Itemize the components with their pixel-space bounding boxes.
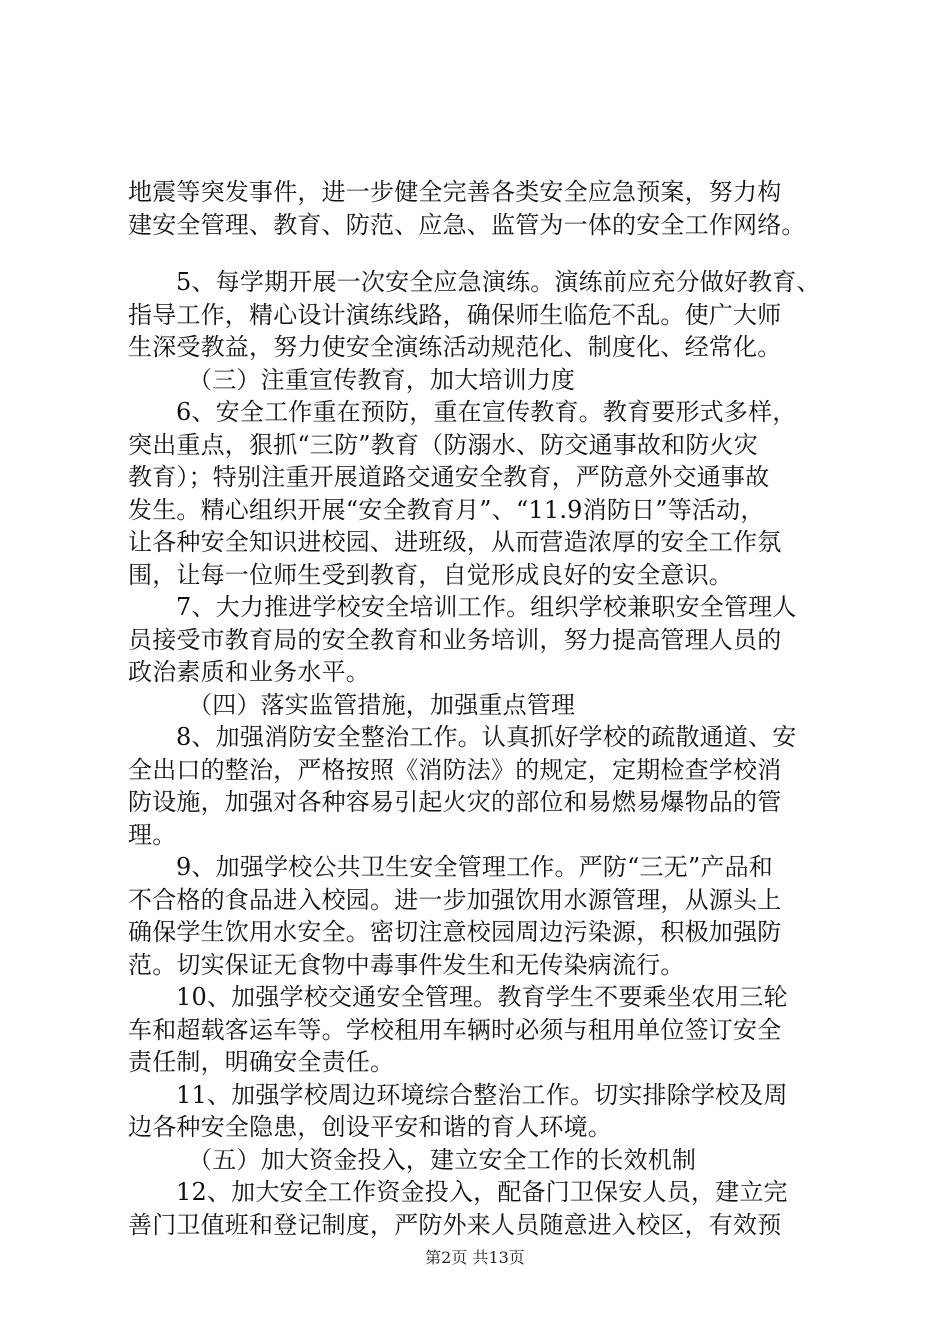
text-line: 生深受教益，努力使安全演练活动规范化、制度化、经常化。 xyxy=(128,333,782,361)
page-footer: 第2页 共13页 xyxy=(425,1248,525,1267)
text-line: 8、加强消防安全整治工作。认真抓好学校的疏散通道、安 xyxy=(176,723,797,751)
section-heading: （五）加大资金投入，建立安全工作的长效机制 xyxy=(188,1145,697,1174)
text-line: 全出口的整治，严格按照《消防法》的规定，定期检查学校消 xyxy=(128,755,782,784)
text-line: 员接受市教育局的安全教育和业务培训，努力提高管理人员的 xyxy=(128,625,782,654)
text-line: 善门卫值班和登记制度，严防外来人员随意进入校区，有效预 xyxy=(128,1210,782,1239)
text-line: 教育）；特别注重开展道路交通安全教育，严防意外交通事故 xyxy=(128,463,770,491)
text-line: 7、大力推进学校安全培训工作。组织学校兼职安全管理人 xyxy=(176,593,797,621)
section-heading: （四）落实监管措施，加强重点管理 xyxy=(188,690,576,719)
text-line: 11、加强学校周边环境综合整治工作。切实排除学校及周 xyxy=(176,1080,788,1109)
paragraph-continuation xyxy=(128,176,832,241)
section-heading: （三）注重宣传教育，加大培训力度 xyxy=(188,365,576,394)
text-line: 让各种安全知识进校园、进班级，从而营造浓厚的安全工作氛 xyxy=(128,528,782,556)
text-line: 5、每学期开展一次安全应急演练。演练前应充分做好教育、 xyxy=(176,268,821,296)
text-line: 突出重点，狠抓“三防”教育（防溺水、防交通事故和防火灾 xyxy=(128,430,758,459)
text-line: 10、加强学校交通安全管理。教育学生不要乘坐农用三轮 xyxy=(176,983,788,1011)
text-line: 12、加大安全工作资金投入，配备门卫保安人员，建立完 xyxy=(176,1178,788,1206)
text-line: 围，让每一位师生受到教育，自觉形成良好的安全意识。 xyxy=(128,560,733,589)
text-line: 政治素质和业务水平。 xyxy=(128,658,370,686)
text-line: 理。 xyxy=(128,820,177,849)
text-line: 指导工作，精心设计演练线路，确保师生临危不乱。使广大师 xyxy=(128,300,782,329)
text-line: 边各种安全隐患，创设平安和谐的育人环境。 xyxy=(128,1113,612,1141)
text-line: 9、加强学校公共卫生安全管理工作。严防“三无”产品和 xyxy=(176,853,774,881)
text-line: 建安全管理、教育、防范、应急、监管为一体的安全工作网络。 xyxy=(128,210,806,239)
text-line: 范。切实保证无食物中毒事件发生和无传染病流行。 xyxy=(128,950,685,979)
text-line: 发生。精心组织开展“安全教育月”、“11.9消防日”等活动， xyxy=(128,495,765,524)
text-line: 责任制，明确安全责任。 xyxy=(128,1048,395,1076)
text-line: 防设施，加强对各种容易引起火灾的部位和易燃易爆物品的管 xyxy=(128,788,782,816)
text-line: 不合格的食品进入校园。进一步加强饮用水源管理，从源头上 xyxy=(128,885,782,914)
text-line: 6、安全工作重在预防，重在宣传教育。教育要形式多样， xyxy=(176,398,797,426)
text-line: 地震等突发事件，进一步健全完善各类安全应急预案，努力构 xyxy=(128,178,782,206)
body-text xyxy=(128,266,832,1241)
text-line: 确保学生饮用水安全。密切注意校园周边污染源，积极加强防 xyxy=(128,918,782,946)
text-line: 车和超载客运车等。学校租用车辆时必须与租用单位签订安全 xyxy=(128,1015,782,1044)
